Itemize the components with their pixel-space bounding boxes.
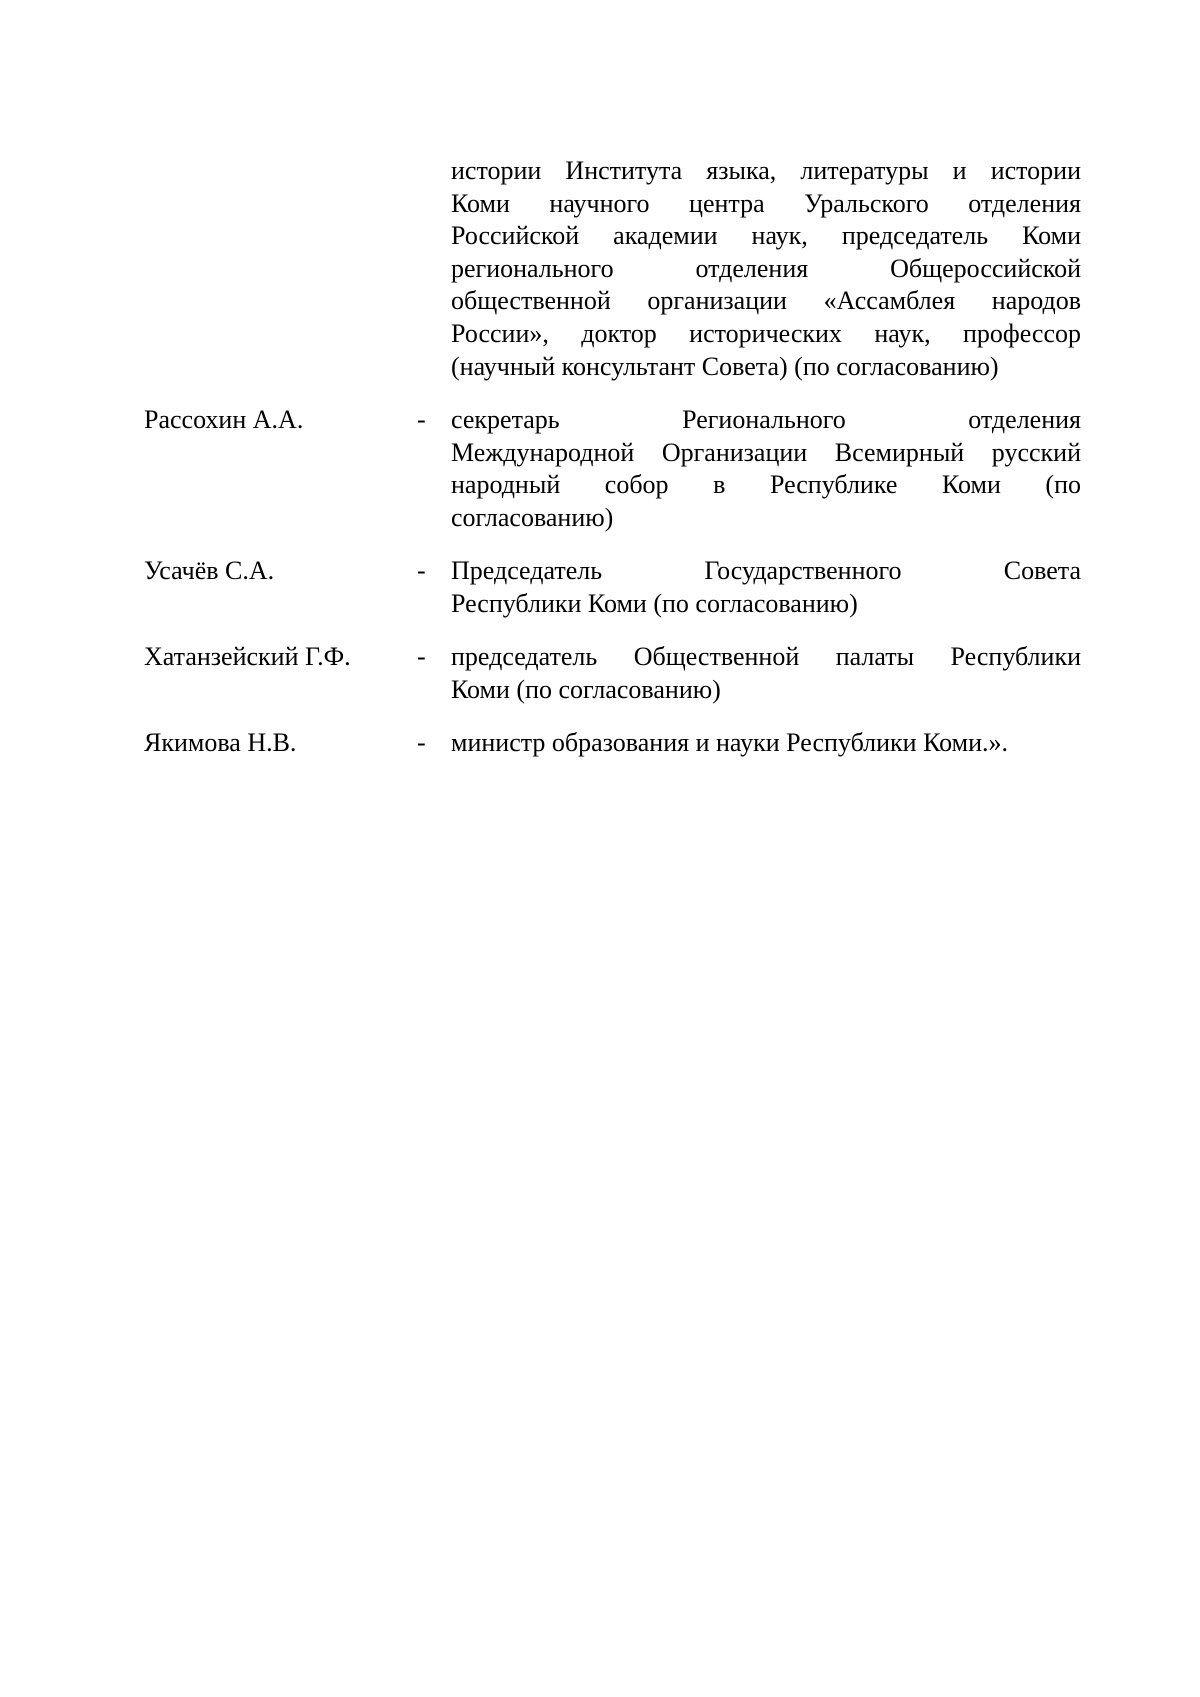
separator-dash: - xyxy=(417,642,426,671)
member-name: Хатанзейский Г.Ф. xyxy=(144,642,351,671)
separator-dash: - xyxy=(417,556,426,585)
text-line: Республики Коми (по согласованию) xyxy=(451,588,858,618)
text-line: министр образования и науки Республики Коми.». xyxy=(451,728,1009,757)
member-description xyxy=(451,555,1081,620)
text-line: (научный консультант Совета) (по согласованию) xyxy=(451,351,999,381)
text-line: общественной организации «Ассамблея народов xyxy=(451,286,1081,316)
text-line: России», доктор исторических наук, профессор xyxy=(451,318,1081,348)
member-description xyxy=(451,641,1081,706)
separator-dash: - xyxy=(417,405,426,434)
text-line: Коми (по согласованию) xyxy=(451,674,721,704)
member-description xyxy=(451,727,1081,760)
text-line: Коми научного центра Уральского отделения xyxy=(451,188,1081,218)
text-line: согласованию) xyxy=(451,502,614,532)
text-line: Российской академии наук, председатель Коми xyxy=(451,221,1081,251)
separator-dash: - xyxy=(417,728,426,757)
text-line: истории Института языка, литературы и истории xyxy=(451,156,1081,185)
text-line: председатель Общественной палаты Республики xyxy=(451,642,1081,671)
text-line: Международной Организации Всемирный русский xyxy=(451,437,1081,467)
text-line: регионального отделения Общероссийской xyxy=(451,253,1081,283)
text-line: народный собор в Республике Коми (по xyxy=(451,470,1081,500)
continuation-paragraph xyxy=(451,155,1081,383)
member-description xyxy=(451,404,1081,534)
member-name: Якимова Н.В. xyxy=(144,728,297,757)
text-line: секретарь Регионального отделения xyxy=(451,405,1081,434)
text-line: Председатель Государственного Совета xyxy=(451,556,1081,585)
member-name: Усачёв С.А. xyxy=(144,556,275,585)
member-name: Рассохин А.А. xyxy=(144,405,304,434)
